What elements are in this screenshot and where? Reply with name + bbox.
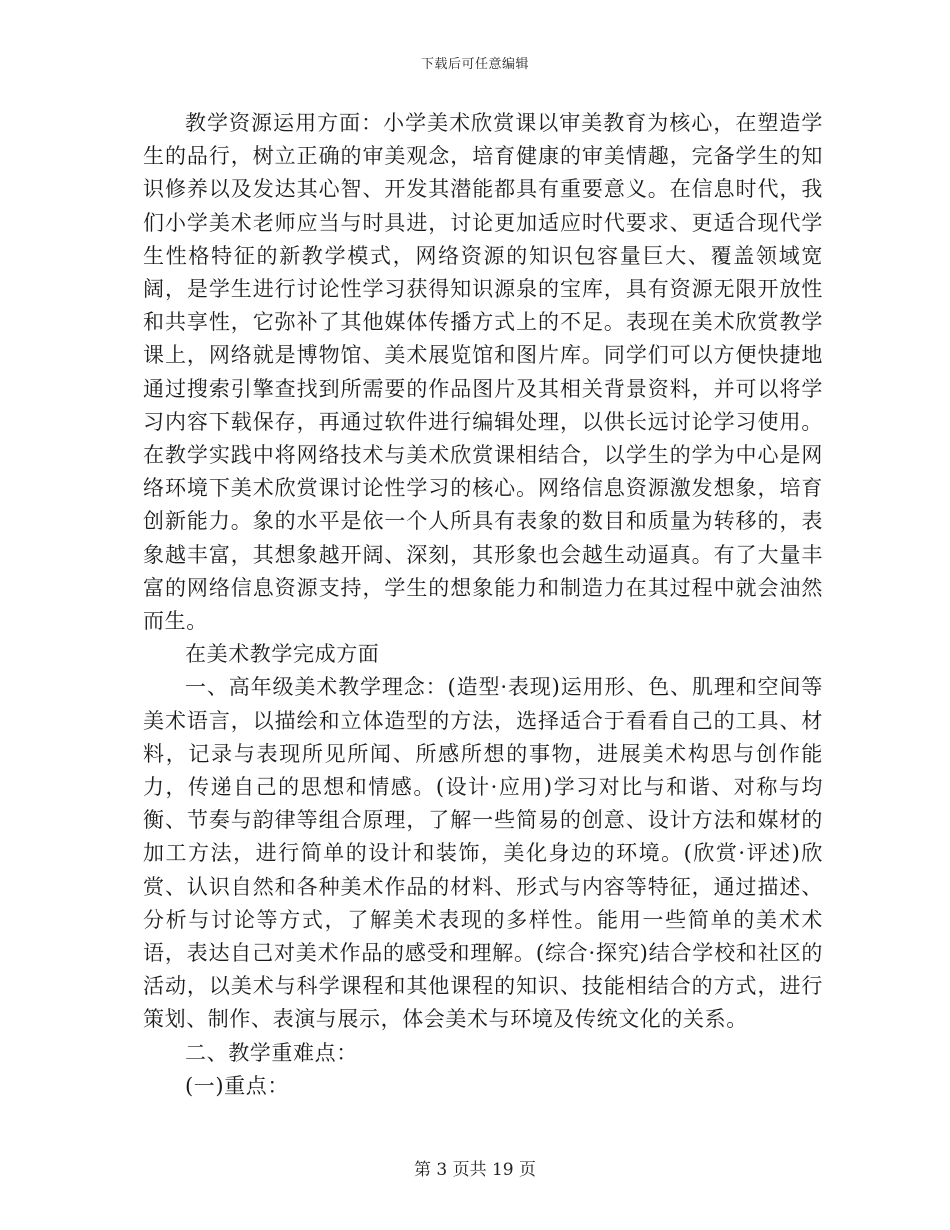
paragraph-key-points: (一)重点：	[185, 1073, 289, 1098]
page-number: 第 3 页共 19 页	[413, 1160, 537, 1180]
paragraph-teaching-resources: 教学资源运用方面：小学美术欣赏课以审美教育为核心，在塑造学生的品行，树立正确的审美观念，培育健康的审美情趣，完备学生的知识修养以及发达其心智、开发其潜能都具有重要意义。在信息时代，我们小学美术老师应当与时具进，讨论更加适应时代要求、更适合现代学生性格特征的新教学模式，网络资源的知识包容量巨大、覆盖领域宽阔，是学生进行讨论性学习获得知识源泉的宝库，具有资源无限开放性和共享性，它弥补了其他媒体传播方式上的不足。表现在美术欣赏教学课上，网络就是博物馆、美术展览馆和图片库。同学们可以方便快捷地通过搜索引擎查找到所需要的作品图片及其相关背景资料，并可以将学习内容下载保存，再通过软件进行编辑处理，以供长远讨论学习使用。在教学实践中将网络技术与美术欣赏课相结合，以学生的学为中心是网络环境下美术欣赏课讨论性学习的核心。网络信息资源激发想象，培育创新能力。象的水平是依一个人所具有表象的数目和质量为转移的，表象越丰富，其想象越开阔、深刻，其形象也会越生动逼真。有了大量丰富的网络信息资源支持，学生的想象能力和制造力在其过程中就会油然而生。	[143, 111, 823, 634]
paragraph-senior-grade-concepts: 一、高年级美术教学理念：(造型·表现)运用形、色、肌理和空间等美术语言，以描绘和立体造型的方法，选择适合于看看自己的工具、材料，记录与表现所见所闻、所感所想的事物，进展美术构思与创作能力，传递自己的思想和情感。(设计·应用)学习对比与和谐、对称与均衡、节奏与韵律等组合原理，了解一些简易的创意、设计方法和媒材的加工方法，进行简单的设计和装饰，美化身边的环境。(欣赏·评述)欣赏、认识自然和各种美术作品的材料、形式与内容等特征，通过描述、分析与讨论等方式，了解美术表现的多样性。能用一些简单的美术术语，表达自己对美术作品的感受和理解。(综合·探究)结合学校和社区的活动，以美术与科学课程和其他课程的知识、技能相结合的方式，进行策划、制作、表演与展示，体会美术与环境及传统文化的关系。	[143, 675, 823, 1032]
paragraph-key-difficult-points: 二、教学重难点：	[185, 1040, 358, 1065]
page-header-note: 下载后可任意编辑	[420, 57, 529, 72]
document-body	[143, 107, 823, 1103]
paragraph-teaching-completion-heading: 在美术教学完成方面	[185, 642, 380, 667]
